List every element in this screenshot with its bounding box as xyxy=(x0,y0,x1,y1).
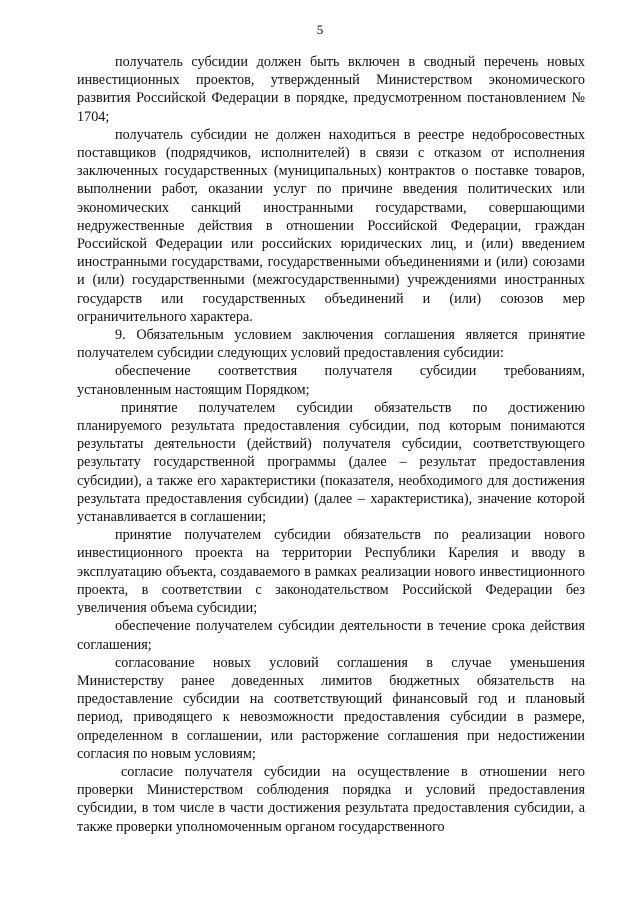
paragraph-clause-9: 9. Обязательным условием заключения соглашения является принятие получателем субсидии следующих условий предоставления субсидии: xyxy=(77,327,585,362)
paragraph-new-conditions: согласование новых условий соглашения в случае уменьшения Министерству ранее доведенных лимитов бюджетных обязательств на предоставление субсидии на соответствующий финансовый год и плановый период, приводящего к невозможности предоставления субсидии в размере, определенном в соглашении, или расторжение соглашения при недостижении согласия по новым условиям; xyxy=(77,654,585,762)
paragraph-inspection-consent: согласие получателя субсидии на осуществление в отношении него проверки Министерством соблюдения порядка и условий предоставления субсидии, в том числе в части достижения результата предоставления субсидии, а также проверки уполномоченным органом государственного xyxy=(77,763,585,835)
document-body xyxy=(77,53,585,836)
paragraph-activity-term: обеспечение получателем субсидии деятельности в течение срока действия соглашения; xyxy=(77,618,585,653)
paragraph-project-implementation: принятие получателем субсидии обязательств по реализации нового инвестиционного проекта на территории Республики Карелия и вводу в эксплуатацию объекта, создаваемого в рамках реализации нового инвестиционного проекта, в соответствии с законодательством Российской Федерации без увеличения объема субсидии; xyxy=(77,527,585,617)
paragraph-compliance: обеспечение соответствия получателя субсидии требованиям, установленным настоящим Порядком; xyxy=(77,363,585,398)
paragraph-result-obligations: принятие получателем субсидии обязательств по достижению планируемого результата предоставления субсидии, под которым понимаются результаты деятельности (действий) получателя субсидии, соответствующего результату государственной программы (далее – результат предоставления субсидии), а также его характеристики (показателя, необходимого для достижения результата предоставления субсидии) (далее – характеристика), значение которой устанавливается в соглашении; xyxy=(77,399,585,526)
page-number: 5 xyxy=(316,22,324,37)
paragraph-investment-list: получатель субсидии должен быть включен в сводный перечень новых инвестиционных проектов, утвержденный Министерством экономического развития Российской Федерации в порядке, предусмотренном постановлением № 1704; xyxy=(77,54,585,125)
paragraph-unfair-suppliers-registry: получатель субсидии не должен находиться в реестре недобросовестных поставщиков (подрядчиков, исполнителей) в связи с отказом от исполнения заключенных государственных (муниципальных) контрактов о поставке товаров, выполнении работ, оказании услуг по причине введения политических или экономических санкций иностранными государствами, совершающими недружественные действия в отношении Российской Федерации, граждан Российской Федерации или российских юридических лиц, и (или) введением иностранными государствами, государственными объединениями и (или) союзами и (или) государственными (межгосударственными) учреждениями иностранных государств или государственных объединений и (или) союзов мер ограничительного характера. xyxy=(77,126,585,325)
